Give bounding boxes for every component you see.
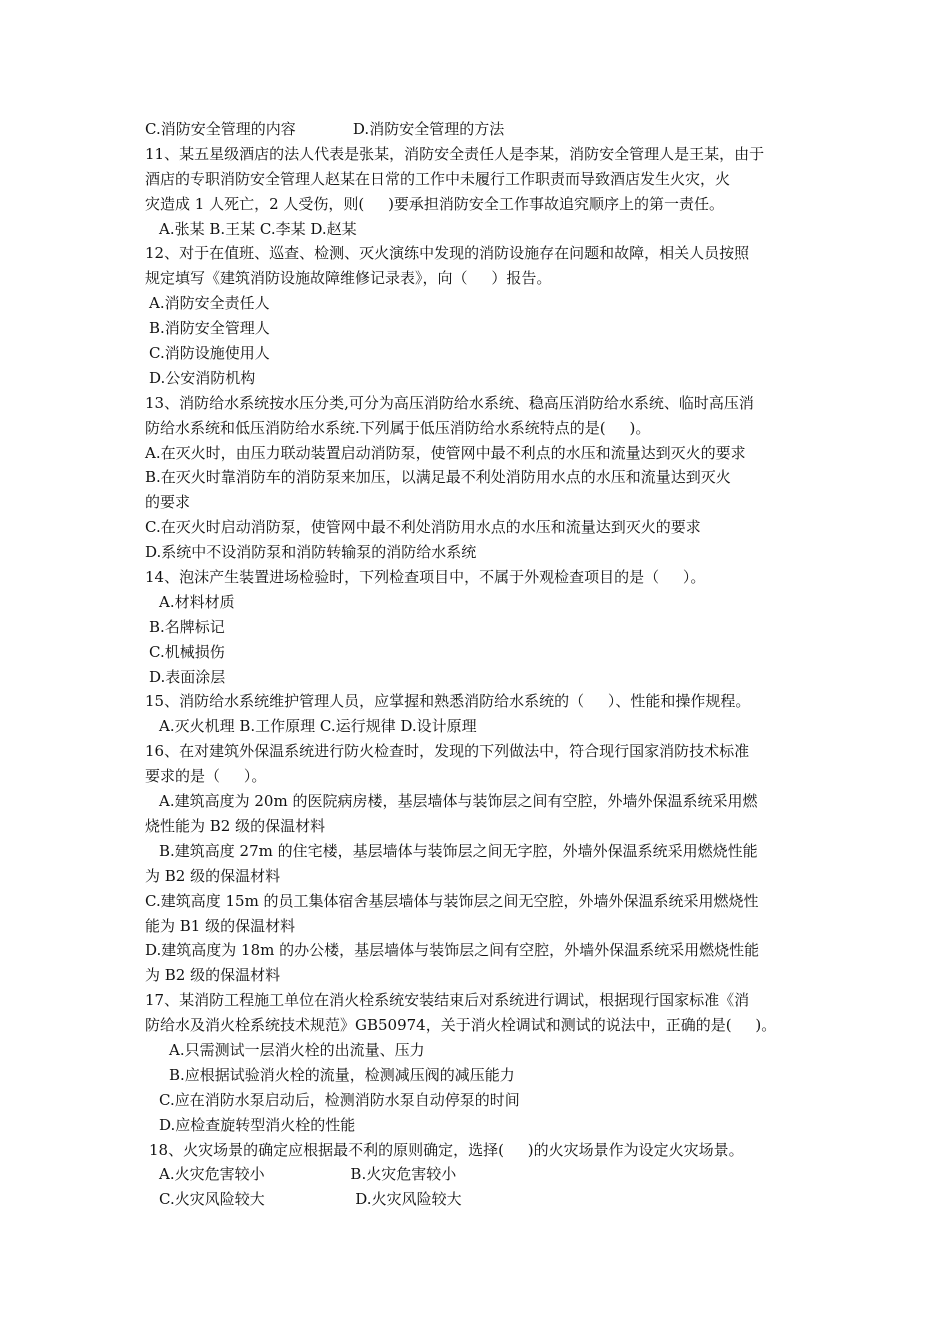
option-a: A.在灭火时，由压力联动装置启动消防泵，使管网中最不利点的水压和流量达到灭火的要求 (145, 443, 746, 462)
question-12: 12、对于在值班、巡查、检测、灭火演练中发现的消防设施存在问题和故障，相关人员按照 (145, 244, 750, 263)
option-a: A.建筑高度为 20m 的医院病房楼，基层墙体与装饰层之间有空腔，外墙外保温系统采用燃 (159, 792, 758, 811)
option-a: A.只需测试一层消火栓的出流量、压力 (169, 1040, 425, 1059)
text-line: 的要求 (145, 493, 191, 512)
question-16: 16、在对建筑外保温系统进行防火检查时，发现的下列做法中，符合现行国家消防技术标准 (145, 742, 750, 761)
text-line: 为 B2 级的保温材料 (145, 866, 281, 885)
question-15: 15、消防给水系统维护管理人员，应掌握和熟悉消防给水系统的（ ）、性能和操作规程。 (145, 692, 751, 711)
option-b: B.消防安全管理人 (149, 319, 270, 338)
option-b: B.名牌标记 (149, 617, 225, 636)
question-17: 17、某消防工程施工单位在消火栓系统安装结束后对系统进行调试，根据现行国家标准《消 (145, 991, 750, 1010)
options-line: C.火灾风险较大 D.火灾风险较大 (159, 1190, 462, 1209)
options-line: A.灭火机理 B.工作原理 C.运行规律 D.设计原理 (159, 717, 477, 736)
document-page (145, 117, 815, 1212)
text-line: 要求的是（ ）。 (145, 767, 267, 786)
text-line: 防给水系统和低压消防给水系统.下列属于低压消防给水系统特点的是( )。 (145, 418, 651, 437)
text-line: 烧性能为 B2 级的保温材料 (145, 816, 326, 835)
options-line: A.火灾危害较小 B.火灾危害较小 (159, 1165, 457, 1184)
option-d: D.建筑高度为 18m 的办公楼，基层墙体与装饰层之间有空腔，外墙外保温系统采用燃烧性能 (145, 941, 760, 960)
text-line: 能为 B1 级的保温材料 (145, 916, 296, 935)
text-line: 灾造成 1 人死亡，2 人受伤，则( )要承担消防安全工作事故追究顺序上的第一责任。 (145, 194, 724, 213)
options-line: A.张某 B.王某 C.李某 D.赵某 (159, 219, 357, 238)
text-line: 规定填写《建筑消防设施故障维修记录表》，向（ ）报告。 (145, 269, 552, 288)
option-c: C.在灭火时启动消防泵，使管网中最不利处消防用水点的水压和流量达到灭火的要求 (145, 518, 701, 537)
option-d: D.系统中不设消防泵和消防转输泵的消防给水系统 (145, 543, 477, 562)
option-b: B.应根据试验消火栓的流量，检测减压阀的减压能力 (169, 1065, 515, 1084)
option-c: C.建筑高度 15m 的员工集体宿舍基层墙体与装饰层之间无空腔，外墙外保温系统采用燃烧性 (145, 891, 759, 910)
option-c: C.机械损伤 (149, 642, 225, 661)
option-a: A.材料材质 (159, 592, 235, 611)
option-d: D.应检查旋转型消火栓的性能 (159, 1115, 356, 1134)
option-c: C.消防设施使用人 (149, 344, 270, 363)
text-line: C.消防安全管理的内容 D.消防安全管理的方法 (145, 120, 505, 138)
text-line: 为 B2 级的保温材料 (145, 966, 281, 985)
text-line: 防给水及消火栓系统技术规范》GB50974，关于消火栓调试和测试的说法中，正确的是( )。 (145, 1016, 777, 1035)
question-14: 14、泡沫产生装置进场检验时，下列检查项目中，不属于外观检查项目的是（ ）。 (145, 568, 706, 587)
question-18: 18、火灾场景的确定应根据最不利的原则确定，选择( )的火灾场景作为设定火灾场景。 (149, 1140, 744, 1159)
question-13: 13、消防给水系统按水压分类,可分为高压消防给水系统、稳高压消防给水系统、临时高压消 (145, 393, 754, 412)
option-b: B.在灭火时靠消防车的消防泵来加压，以满足最不利处消防用水点的水压和流量达到灭火 (145, 468, 731, 487)
option-b: B.建筑高度 27m 的住宅楼，基层墙体与装饰层之间无字腔，外墙外保温系统采用燃烧性能 (159, 841, 758, 860)
option-d: D.公安消防机构 (149, 368, 256, 387)
option-c: C.应在消防水泵启动后，检测消防水泵自动停泵的时间 (159, 1090, 520, 1109)
text-line: 酒店的专职消防安全管理人赵某在日常的工作中未履行工作职责而导致酒店发生火灾，火 (145, 169, 731, 188)
question-11: 11、某五星级酒店的法人代表是张某，消防安全责任人是李某，消防安全管理人是王某，由于 (145, 144, 765, 163)
option-a: A.消防安全责任人 (149, 294, 270, 313)
option-d: D.表面涂层 (149, 667, 226, 686)
